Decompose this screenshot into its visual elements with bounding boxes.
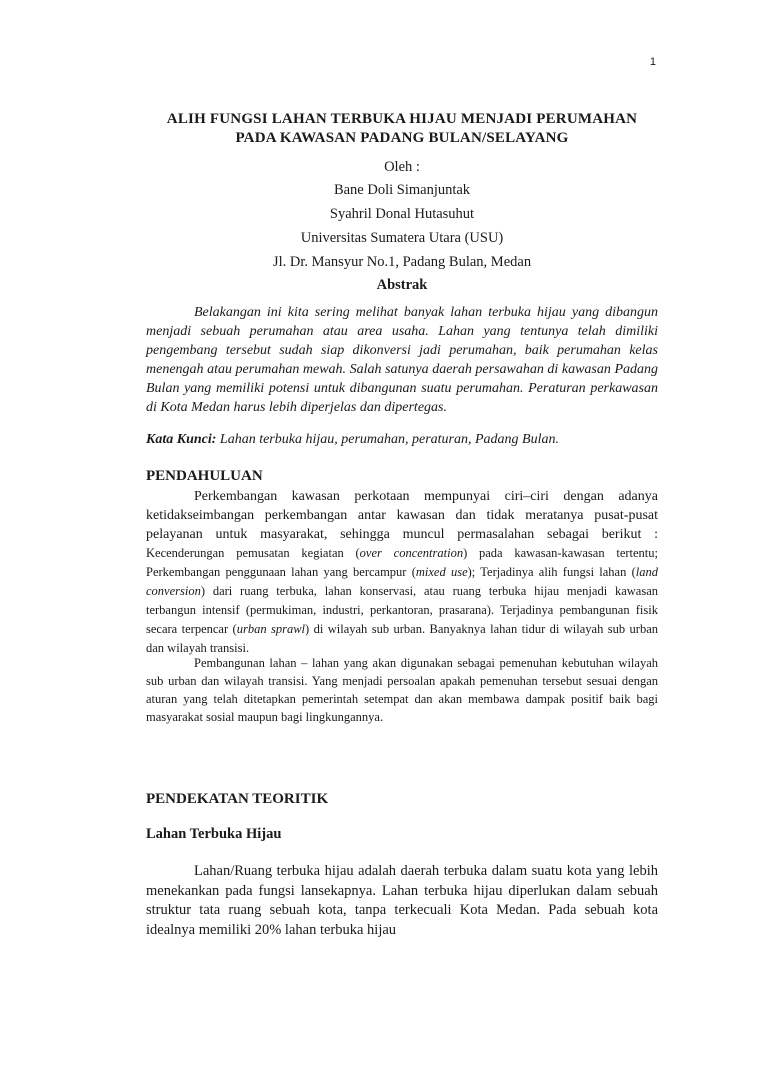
abstract-heading: Abstrak bbox=[376, 277, 428, 293]
teoritik-p1-text: Lahan/Ruang terbuka hijau adalah daerah terbuka dalam suatu kota yang lebih menekankan pada fungsi lansekapnya. Lahan terbuka hijau diperlukan dalam sebuah struktur tata ruang sebuah kota, tanpa terkecuali Kota Medan. Pada sebuah kota idealnya memiliki 20% lahan terbuka hijau bbox=[146, 863, 658, 938]
page-number: 1 bbox=[649, 56, 656, 68]
title-line-2: PADA KAWASAN PADANG BULAN/SELAYANG bbox=[235, 130, 569, 146]
address: Jl. Dr. Mansyur No.1, Padang Bulan, Medan bbox=[272, 254, 532, 270]
intro-part-a: Kecenderungan pemusatan kegiatan ( bbox=[146, 546, 360, 560]
keywords bbox=[146, 430, 658, 449]
section-heading-pendahuluan: PENDAHULUAN bbox=[146, 468, 263, 484]
teoritik-paragraph-1 bbox=[146, 862, 658, 940]
intro-lead: Perkembangan kawasan perkotaan mempunyai ciri–ciri dengan adanya ketidakseimbangan perkembangan antar kawasan dan tidak meratanya pusat-pusat pelayanan untuk masyarakat, sehingga muncul permasalahan sebagai berikut : bbox=[146, 489, 658, 542]
author-1: Bane Doli Simanjuntak bbox=[333, 182, 471, 198]
title-line-1: ALIH FUNGSI LAHAN TERBUKA HIJAU MENJADI PERUMAHAN bbox=[166, 111, 638, 127]
term-over-concentration: over concentration bbox=[359, 546, 464, 560]
pendahuluan-paragraph-1 bbox=[146, 487, 658, 658]
author-2: Syahril Donal Hutasuhut bbox=[329, 206, 475, 222]
term-urban-sprawl: urban sprawl bbox=[236, 622, 306, 636]
abstract-text: Belakangan ini kita sering melihat banyak lahan terbuka hijau yang dibangun menjadi sebuah perumahan atau area usaha. Lahan yang tentunya telah dimiliki pengembang tersebut sudah siap dikonversi jadi perumahan, baik perumahan kelas menengah atau perumahan mewah. Salah satunya daerah persawahan di kawasan Padang Bulan yang memiliki potensi untuk dibangunan suatu perumahan. Peraturan perkawasan di Kota Medan harus lebih diperjelas dan dipertegas. bbox=[146, 305, 658, 415]
byline bbox=[146, 157, 658, 295]
intro-part-d: ) dari ruang terbuka, lahan konservasi, atau ruang terbuka hijau menjadi kawasan terbangun intensif (permukiman, industri, perkantoran, prasarana). Terjadinya pembangunan fisik secara terpencar ( bbox=[146, 584, 658, 636]
intro-part-b: ) pada kawasan-kawasan tertentu; Perkembangan penggunaan lahan yang bercampur ( bbox=[146, 546, 658, 579]
keywords-text: Lahan terbuka hijau, perumahan, peraturan, Padang Bulan. bbox=[216, 432, 560, 447]
subsection-heading-lahan: Lahan Terbuka Hijau bbox=[146, 826, 282, 842]
term-mixed-use: mixed use bbox=[415, 565, 468, 579]
intro-part-e: ) di wilayah sub urban. Banyaknya lahan tidur di wilayah sub urban dan wilayah transisi. bbox=[146, 622, 659, 655]
section-heading-teoritik: PENDEKATAN TEORITIK bbox=[146, 791, 329, 807]
affiliation: Universitas Sumatera Utara (USU) bbox=[300, 230, 504, 246]
term-land-conversion: land conversion bbox=[146, 565, 658, 598]
keywords-label: Kata Kunci: bbox=[146, 432, 217, 447]
abstract-body bbox=[146, 303, 658, 417]
intro-part-c: ); Terjadinya alih fungsi lahan ( bbox=[467, 565, 636, 579]
pendahuluan-paragraph-2 bbox=[146, 654, 658, 726]
paper-title bbox=[146, 110, 658, 148]
pendahuluan-p2-text: Pembangunan lahan – lahan yang akan digunakan sebagai pemenuhan kebutuhan wilayah sub urban dan wilayah transisi. Yang menjadi persoalan apakah pemenuhan tersebut sesuai dengan aturan yang telah ditetapkan pemerintah setempat dan akan membawa dampak positif baik bagi masyarakat sosial maupun bagi lingkungannya. bbox=[146, 656, 658, 724]
byline-label: Oleh : bbox=[384, 159, 420, 175]
